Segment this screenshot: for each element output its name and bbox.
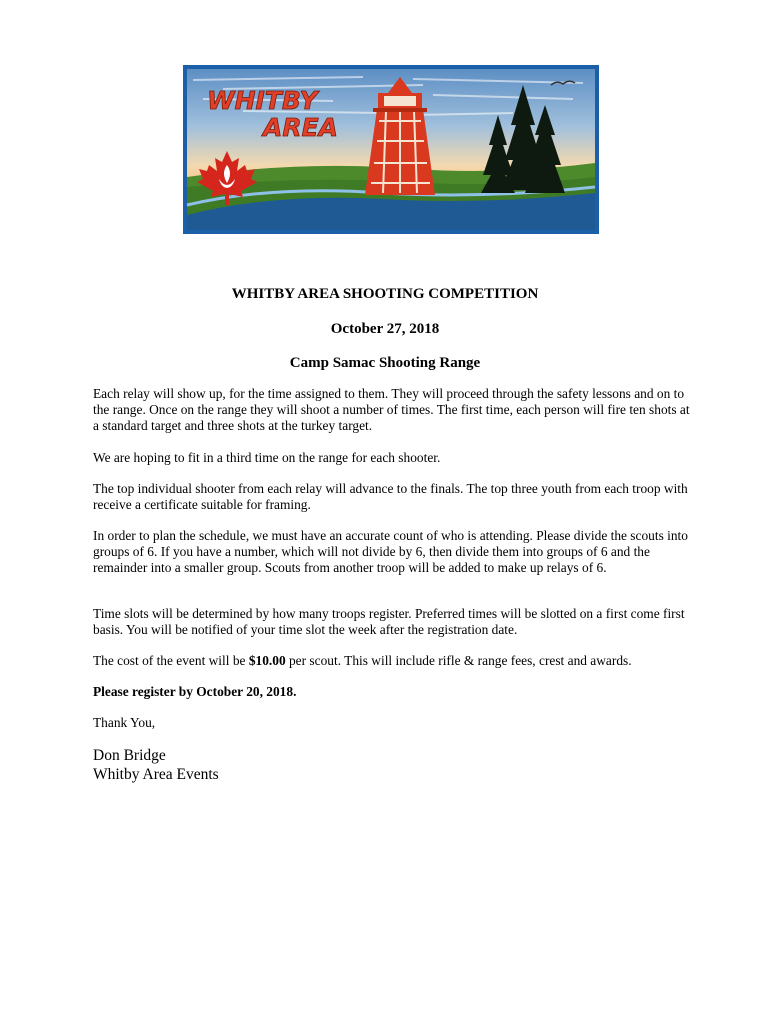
paragraph-time-slots: Time slots will be determined by how many troops register. Preferred times will be slotted on a first come first basis. You will be notified of your time slot the week after the registration date. [93, 606, 685, 637]
event-date: October 27, 2018 [330, 321, 440, 337]
logo-whitby-text: WHITBY [207, 86, 318, 115]
whitby-area-logo [183, 65, 599, 234]
paragraph-cost [93, 653, 693, 669]
closing-line: Thank You, [93, 715, 156, 730]
document-title: WHITBY AREA SHOOTING COMPETITION [231, 286, 539, 302]
cost-suffix: per scout. This will include rifle & range fees, crest and awards. [285, 653, 632, 668]
cost-prefix: The cost of the event will be [93, 653, 249, 668]
register-deadline: Please register by October 20, 2018. [93, 684, 297, 699]
logo-area-text: AREA [263, 113, 339, 142]
paragraph-finals: The top individual shooter from each relay will advance to the finals. The top three youth from each troop with receive a certificate suitable for framing. [93, 481, 688, 512]
cost-amount: $10.00 [248, 653, 286, 668]
paragraph-groups: In order to plan the schedule, we must have an accurate count of who is attending. Please divide the scouts into groups of 6. If you have a number, which will not divide by 6, then divide them into groups of 6 and the remainder into a smaller group. Scouts from another troop will be added to make up relays of 6. [93, 528, 688, 575]
paragraph-relay-procedure: Each relay will show up, for the time assigned to them. They will proceed through the safety lessons and on to the range. Once on the range they will shoot a number of times. The first time, each person will fire ten shots at a standard target and three shots at the turkey target. [93, 386, 690, 433]
signature-name: Don Bridge [93, 747, 166, 764]
signature-organization: Whitby Area Events [93, 766, 219, 783]
paragraph-third-time: We are hoping to fit in a third time on the range for each shooter. [93, 450, 441, 465]
event-venue: Camp Samac Shooting Range [289, 355, 481, 371]
